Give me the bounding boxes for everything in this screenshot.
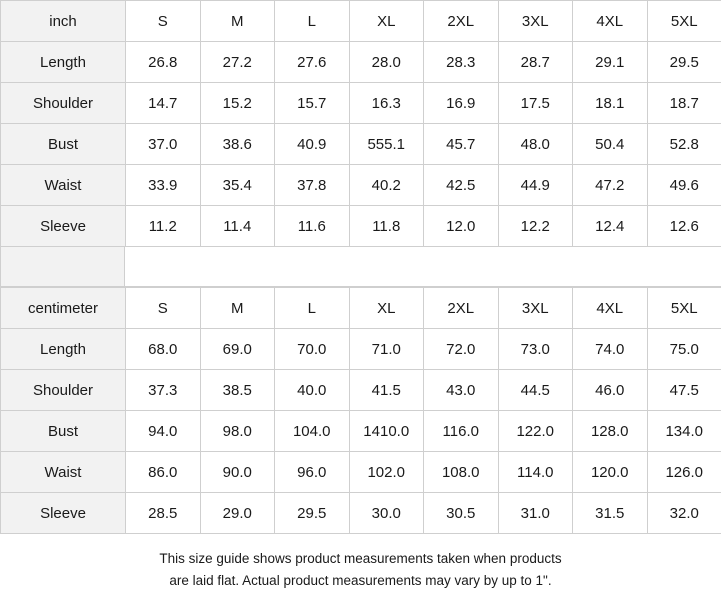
size-header-4xl: 4XL xyxy=(573,1,648,42)
cell: 70.0 xyxy=(275,329,350,370)
cell: 126.0 xyxy=(647,452,721,493)
size-header-m: M xyxy=(200,288,275,329)
cell: 42.5 xyxy=(424,165,499,206)
cell: 28.7 xyxy=(498,42,573,83)
cell: 52.8 xyxy=(647,124,721,165)
cell: 29.1 xyxy=(573,42,648,83)
row-label-sleeve: Sleeve xyxy=(1,493,126,534)
cell: 11.2 xyxy=(126,206,201,247)
cell: 26.8 xyxy=(126,42,201,83)
cell: 102.0 xyxy=(349,452,424,493)
cell: 30.0 xyxy=(349,493,424,534)
cell: 11.8 xyxy=(349,206,424,247)
cell: 45.7 xyxy=(424,124,499,165)
table-separator xyxy=(0,247,721,287)
cell: 37.0 xyxy=(126,124,201,165)
cell: 18.7 xyxy=(647,83,721,124)
cell: 37.3 xyxy=(126,370,201,411)
unit-label-inch: inch xyxy=(1,1,126,42)
table-row xyxy=(1,42,721,83)
row-label-shoulder: Shoulder xyxy=(1,83,126,124)
table-row xyxy=(1,206,721,247)
cell: 71.0 xyxy=(349,329,424,370)
cell: 50.4 xyxy=(573,124,648,165)
size-header-xl: XL xyxy=(349,1,424,42)
size-header-3xl: 3XL xyxy=(498,288,573,329)
cell: 28.3 xyxy=(424,42,499,83)
cell: 48.0 xyxy=(498,124,573,165)
cell: 47.2 xyxy=(573,165,648,206)
cell: 75.0 xyxy=(647,329,721,370)
cell: 38.6 xyxy=(200,124,275,165)
size-header-2xl: 2XL xyxy=(424,288,499,329)
table-row xyxy=(1,493,721,534)
cell: 35.4 xyxy=(200,165,275,206)
cell: 17.5 xyxy=(498,83,573,124)
size-guide-note-line-2: are laid flat. Actual product measurements may vary by up to 1". xyxy=(40,570,681,592)
separator-label-cell xyxy=(0,247,125,287)
separator-blank-area xyxy=(125,247,721,287)
row-label-shoulder: Shoulder xyxy=(1,370,126,411)
size-header-l: L xyxy=(275,288,350,329)
cell: 29.5 xyxy=(275,493,350,534)
cell: 15.7 xyxy=(275,83,350,124)
cell: 40.0 xyxy=(275,370,350,411)
table-header-row xyxy=(1,288,721,329)
cell: 114.0 xyxy=(498,452,573,493)
row-label-sleeve: Sleeve xyxy=(1,206,126,247)
table-row xyxy=(1,452,721,493)
cell: 69.0 xyxy=(200,329,275,370)
cell: 29.5 xyxy=(647,42,721,83)
cell: 98.0 xyxy=(200,411,275,452)
table-row xyxy=(1,411,721,452)
cell: 30.5 xyxy=(424,493,499,534)
size-header-s: S xyxy=(126,1,201,42)
unit-label-centimeter: centimeter xyxy=(1,288,126,329)
row-label-length: Length xyxy=(1,329,126,370)
cell: 44.9 xyxy=(498,165,573,206)
size-header-4xl: 4XL xyxy=(573,288,648,329)
cell: 43.0 xyxy=(424,370,499,411)
row-label-length: Length xyxy=(1,42,126,83)
cell: 49.6 xyxy=(647,165,721,206)
cell: 90.0 xyxy=(200,452,275,493)
cell: 1410.0 xyxy=(349,411,424,452)
cell: 31.5 xyxy=(573,493,648,534)
cell: 12.4 xyxy=(573,206,648,247)
cell: 120.0 xyxy=(573,452,648,493)
size-header-5xl: 5XL xyxy=(647,288,721,329)
cell: 94.0 xyxy=(126,411,201,452)
table-row xyxy=(1,124,721,165)
size-header-m: M xyxy=(200,1,275,42)
cell: 72.0 xyxy=(424,329,499,370)
cell: 14.7 xyxy=(126,83,201,124)
cell: 28.5 xyxy=(126,493,201,534)
cell: 40.2 xyxy=(349,165,424,206)
table-row xyxy=(1,165,721,206)
cell: 37.8 xyxy=(275,165,350,206)
cell: 122.0 xyxy=(498,411,573,452)
cell: 41.5 xyxy=(349,370,424,411)
cell: 44.5 xyxy=(498,370,573,411)
cell: 27.2 xyxy=(200,42,275,83)
cell: 15.2 xyxy=(200,83,275,124)
table-row xyxy=(1,329,721,370)
cell: 128.0 xyxy=(573,411,648,452)
cell: 33.9 xyxy=(126,165,201,206)
cell: 73.0 xyxy=(498,329,573,370)
size-header-xl: XL xyxy=(349,288,424,329)
cell: 11.4 xyxy=(200,206,275,247)
size-header-5xl: 5XL xyxy=(647,1,721,42)
cell: 28.0 xyxy=(349,42,424,83)
cell: 27.6 xyxy=(275,42,350,83)
cell: 12.0 xyxy=(424,206,499,247)
cell: 104.0 xyxy=(275,411,350,452)
cell: 555.1 xyxy=(349,124,424,165)
cell: 12.6 xyxy=(647,206,721,247)
cell: 108.0 xyxy=(424,452,499,493)
size-table-inch xyxy=(0,0,721,247)
row-label-waist: Waist xyxy=(1,165,126,206)
size-header-2xl: 2XL xyxy=(424,1,499,42)
row-label-bust: Bust xyxy=(1,411,126,452)
cell: 74.0 xyxy=(573,329,648,370)
size-header-3xl: 3XL xyxy=(498,1,573,42)
cell: 31.0 xyxy=(498,493,573,534)
cell: 116.0 xyxy=(424,411,499,452)
cell: 68.0 xyxy=(126,329,201,370)
size-guide-note-line-1: This size guide shows product measurements taken when products xyxy=(40,548,681,570)
row-label-bust: Bust xyxy=(1,124,126,165)
cell: 38.5 xyxy=(200,370,275,411)
cell: 40.9 xyxy=(275,124,350,165)
cell: 86.0 xyxy=(126,452,201,493)
size-table-centimeter xyxy=(0,287,721,534)
cell: 46.0 xyxy=(573,370,648,411)
size-header-s: S xyxy=(126,288,201,329)
table-row xyxy=(1,370,721,411)
cell: 11.6 xyxy=(275,206,350,247)
cell: 134.0 xyxy=(647,411,721,452)
cell: 96.0 xyxy=(275,452,350,493)
cell: 47.5 xyxy=(647,370,721,411)
table-row xyxy=(1,83,721,124)
size-header-l: L xyxy=(275,1,350,42)
cell: 18.1 xyxy=(573,83,648,124)
row-label-waist: Waist xyxy=(1,452,126,493)
cell: 16.3 xyxy=(349,83,424,124)
cell: 32.0 xyxy=(647,493,721,534)
size-guide-note xyxy=(0,534,721,603)
table-header-row xyxy=(1,1,721,42)
cell: 16.9 xyxy=(424,83,499,124)
cell: 29.0 xyxy=(200,493,275,534)
cell: 12.2 xyxy=(498,206,573,247)
